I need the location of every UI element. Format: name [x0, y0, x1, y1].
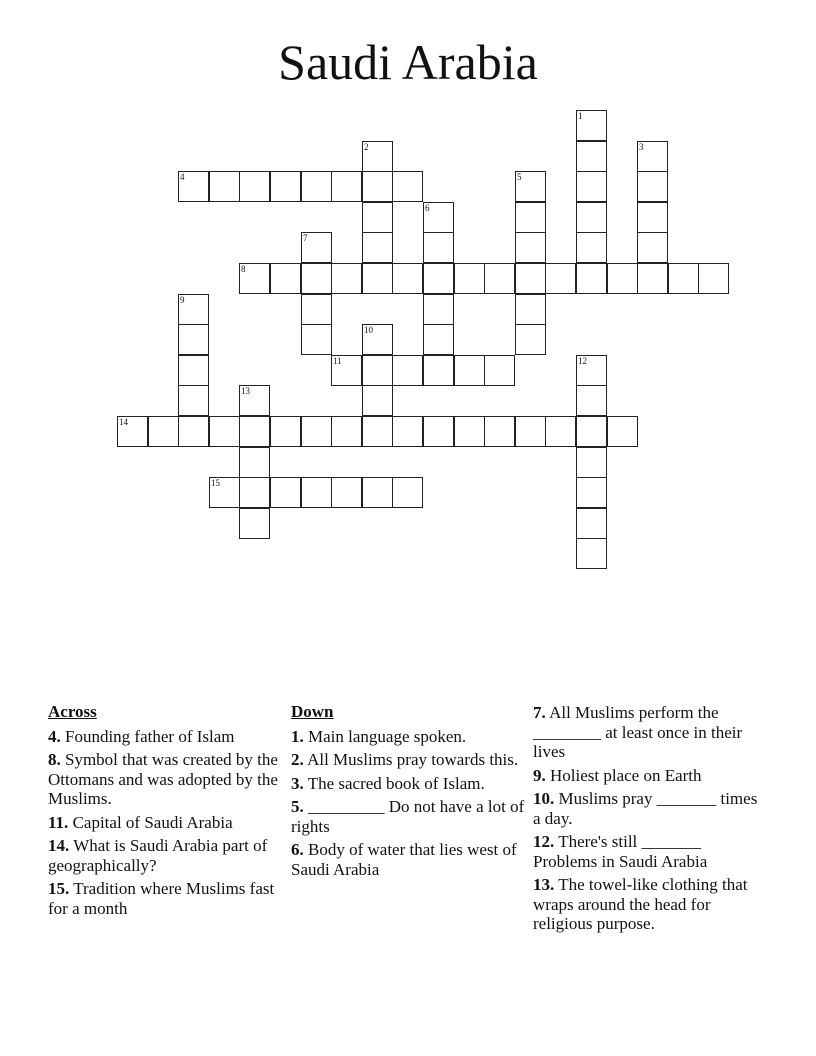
clue-down-6 [291, 840, 527, 879]
clue-number: 11. [48, 812, 69, 832]
grid-cell[interactable] [331, 171, 362, 202]
grid-cell[interactable] [515, 324, 546, 355]
cell-number: 12 [578, 356, 587, 366]
grid-cell[interactable] [362, 202, 393, 233]
grid-cell[interactable] [515, 263, 546, 294]
grid-cell[interactable] [576, 263, 607, 294]
grid-cell[interactable] [576, 232, 607, 263]
grid-cell[interactable] [270, 263, 301, 294]
grid-cell[interactable] [392, 171, 423, 202]
clue-number: 5. [291, 797, 304, 816]
clue-number: 2. [291, 750, 304, 769]
grid-cell[interactable] [576, 385, 607, 416]
grid-cell[interactable] [423, 232, 454, 263]
cell-number: 2 [364, 142, 369, 152]
grid-cell[interactable] [301, 232, 332, 263]
grid-cell[interactable] [545, 416, 576, 447]
grid-cell[interactable] [301, 477, 332, 508]
grid-cell[interactable] [423, 294, 454, 325]
grid-cell[interactable] [423, 355, 454, 386]
grid-cell[interactable] [576, 538, 607, 569]
cell-number: 4 [180, 172, 185, 182]
cell-number: 3 [639, 142, 644, 152]
clue-text: The sacred book of Islam. [307, 773, 485, 793]
grid-cell[interactable] [239, 171, 270, 202]
cell-number: 11 [333, 356, 342, 366]
grid-cell[interactable] [668, 263, 699, 294]
grid-cell[interactable] [148, 416, 179, 447]
across-heading: Across [48, 702, 97, 721]
grid-cell[interactable] [392, 355, 423, 386]
cell-number: 13 [241, 386, 250, 396]
grid-cell[interactable] [362, 171, 393, 202]
clue-number: 3. [291, 773, 304, 793]
grid-cell[interactable] [637, 232, 668, 263]
grid-cell[interactable] [576, 171, 607, 202]
clue-number: 13. [533, 875, 555, 894]
clue-number: 12. [533, 832, 555, 851]
grid-cell[interactable] [239, 447, 270, 478]
grid-cell[interactable] [423, 416, 454, 447]
grid-cell[interactable] [576, 355, 607, 386]
clue-across-4 [48, 727, 284, 747]
clue-number: 1. [291, 726, 304, 746]
cell-number: 6 [425, 203, 430, 213]
grid-cell[interactable] [301, 294, 332, 325]
grid-cell[interactable] [301, 324, 332, 355]
grid-cell[interactable] [362, 416, 393, 447]
cell-number: 5 [517, 172, 522, 182]
grid-cell[interactable] [270, 477, 301, 508]
grid-cell[interactable] [423, 263, 454, 294]
grid-cell[interactable] [637, 171, 668, 202]
clue-text: Muslims pray _______ times a day. [533, 789, 758, 828]
grid-cell[interactable] [178, 324, 209, 355]
grid-cell[interactable] [331, 416, 362, 447]
grid-cell[interactable] [178, 416, 209, 447]
puzzle-title: Saudi Arabia [278, 34, 538, 90]
clue-across-11 [48, 813, 284, 833]
grid-cell[interactable] [484, 416, 515, 447]
grid-cell[interactable] [301, 263, 332, 294]
clue-text: Main language spoken. [308, 726, 467, 746]
grid-cell[interactable] [423, 202, 454, 233]
grid-cell[interactable] [515, 416, 546, 447]
grid-cell[interactable] [209, 416, 240, 447]
clue-number: 15. [48, 879, 70, 898]
grid-cell[interactable] [607, 416, 638, 447]
cell-number: 10 [364, 325, 373, 335]
grid-cell[interactable] [362, 385, 393, 416]
clue-text: Capital of Saudi Arabia [72, 812, 233, 832]
grid-cell[interactable] [239, 477, 270, 508]
clue-across-8 [48, 750, 284, 809]
grid-cell[interactable] [576, 477, 607, 508]
clue-down-5 [291, 797, 527, 836]
grid-cell[interactable] [423, 324, 454, 355]
grid-cell[interactable] [545, 263, 576, 294]
grid-cell[interactable] [392, 477, 423, 508]
clue-text: The towel-like clothing that wraps around the head for religious purpose. [533, 875, 748, 933]
grid-cell[interactable] [117, 416, 148, 447]
cell-number: 7 [303, 233, 308, 243]
grid-cell[interactable] [362, 263, 393, 294]
grid-cell[interactable] [178, 355, 209, 386]
clue-text: There's still _______ Problems in Saudi Arabia [533, 832, 708, 871]
grid-cell[interactable] [515, 171, 546, 202]
clue-down-3 [291, 774, 527, 794]
grid-cell[interactable] [698, 263, 729, 294]
grid-cell[interactable] [454, 263, 485, 294]
clue-number: 9. [533, 765, 546, 785]
grid-cell[interactable] [239, 508, 270, 539]
grid-cell[interactable] [392, 416, 423, 447]
grid-cell[interactable] [362, 324, 393, 355]
cell-number: 14 [119, 417, 128, 427]
clue-across-14 [48, 836, 284, 875]
grid-cell[interactable] [576, 416, 607, 447]
grid-cell[interactable] [576, 508, 607, 539]
grid-cell[interactable] [362, 355, 393, 386]
clue-number: 14. [48, 836, 70, 855]
grid-cell[interactable] [209, 171, 240, 202]
grid-cell[interactable] [331, 477, 362, 508]
grid-cell[interactable] [484, 355, 515, 386]
clue-across-15 [48, 879, 284, 918]
grid-cell[interactable] [607, 263, 638, 294]
across-clues [48, 702, 284, 922]
grid-cell[interactable] [301, 416, 332, 447]
grid-cell[interactable] [576, 110, 607, 141]
cell-number: 8 [241, 264, 246, 274]
clue-text: Founding father of Islam [65, 726, 235, 746]
grid-cell[interactable] [178, 171, 209, 202]
clue-down-9 [533, 766, 769, 786]
clue-number: 8. [48, 750, 61, 769]
clue-down-2 [291, 750, 527, 770]
grid-cell[interactable] [515, 202, 546, 233]
grid-cell[interactable] [362, 232, 393, 263]
grid-cell[interactable] [484, 263, 515, 294]
clue-number: 6. [291, 840, 304, 859]
down-heading: Down [291, 702, 334, 721]
grid-cell[interactable] [637, 141, 668, 172]
grid-cell[interactable] [239, 385, 270, 416]
grid-cell[interactable] [637, 202, 668, 233]
clue-down-1 [291, 727, 527, 747]
grid-cell[interactable] [239, 416, 270, 447]
grid-cell[interactable] [392, 263, 423, 294]
clue-text: All Muslims perform the ________ at least once in their lives [533, 703, 743, 761]
grid-cell[interactable] [576, 447, 607, 478]
grid-cell[interactable] [270, 416, 301, 447]
down-clues-column-2 [533, 703, 769, 938]
grid-cell[interactable] [362, 141, 393, 172]
grid-cell[interactable] [209, 477, 240, 508]
grid-cell[interactable] [239, 263, 270, 294]
clue-number: 7. [533, 703, 546, 722]
clue-text: All Muslims pray towards this. [307, 750, 519, 769]
cell-number: 15 [211, 478, 220, 488]
grid-cell[interactable] [178, 385, 209, 416]
clue-down-10 [533, 789, 769, 828]
grid-cell[interactable] [301, 171, 332, 202]
clue-number: 4. [48, 726, 61, 746]
grid-cell[interactable] [178, 294, 209, 325]
grid-cell[interactable] [515, 232, 546, 263]
clue-text: Tradition where Muslims fast for a month [48, 879, 275, 918]
grid-cell[interactable] [331, 355, 362, 386]
clue-text: What is Saudi Arabia part of geographically? [48, 836, 268, 875]
clue-text: Holiest place on Earth [550, 765, 702, 785]
clue-text: Symbol that was created by the Ottomans and was adopted by the Muslims. [48, 750, 278, 808]
cell-number: 1 [578, 111, 583, 121]
grid-cell[interactable] [454, 355, 485, 386]
grid-cell[interactable] [515, 294, 546, 325]
cell-number: 9 [180, 295, 185, 305]
grid-cell[interactable] [362, 477, 393, 508]
grid-cell[interactable] [331, 263, 362, 294]
clue-text: _________ Do not have a lot of rights [291, 797, 525, 836]
grid-cell[interactable] [576, 141, 607, 172]
down-clues-column-1 [291, 702, 527, 883]
clue-text: Body of water that lies west of Saudi Arabia [291, 840, 517, 879]
clue-down-13 [533, 875, 769, 934]
grid-cell[interactable] [637, 263, 668, 294]
grid-cell[interactable] [576, 202, 607, 233]
grid-cell[interactable] [454, 416, 485, 447]
clue-down-12 [533, 832, 769, 871]
grid-cell[interactable] [270, 171, 301, 202]
clue-number: 10. [533, 789, 555, 808]
clue-down-7 [533, 703, 769, 762]
